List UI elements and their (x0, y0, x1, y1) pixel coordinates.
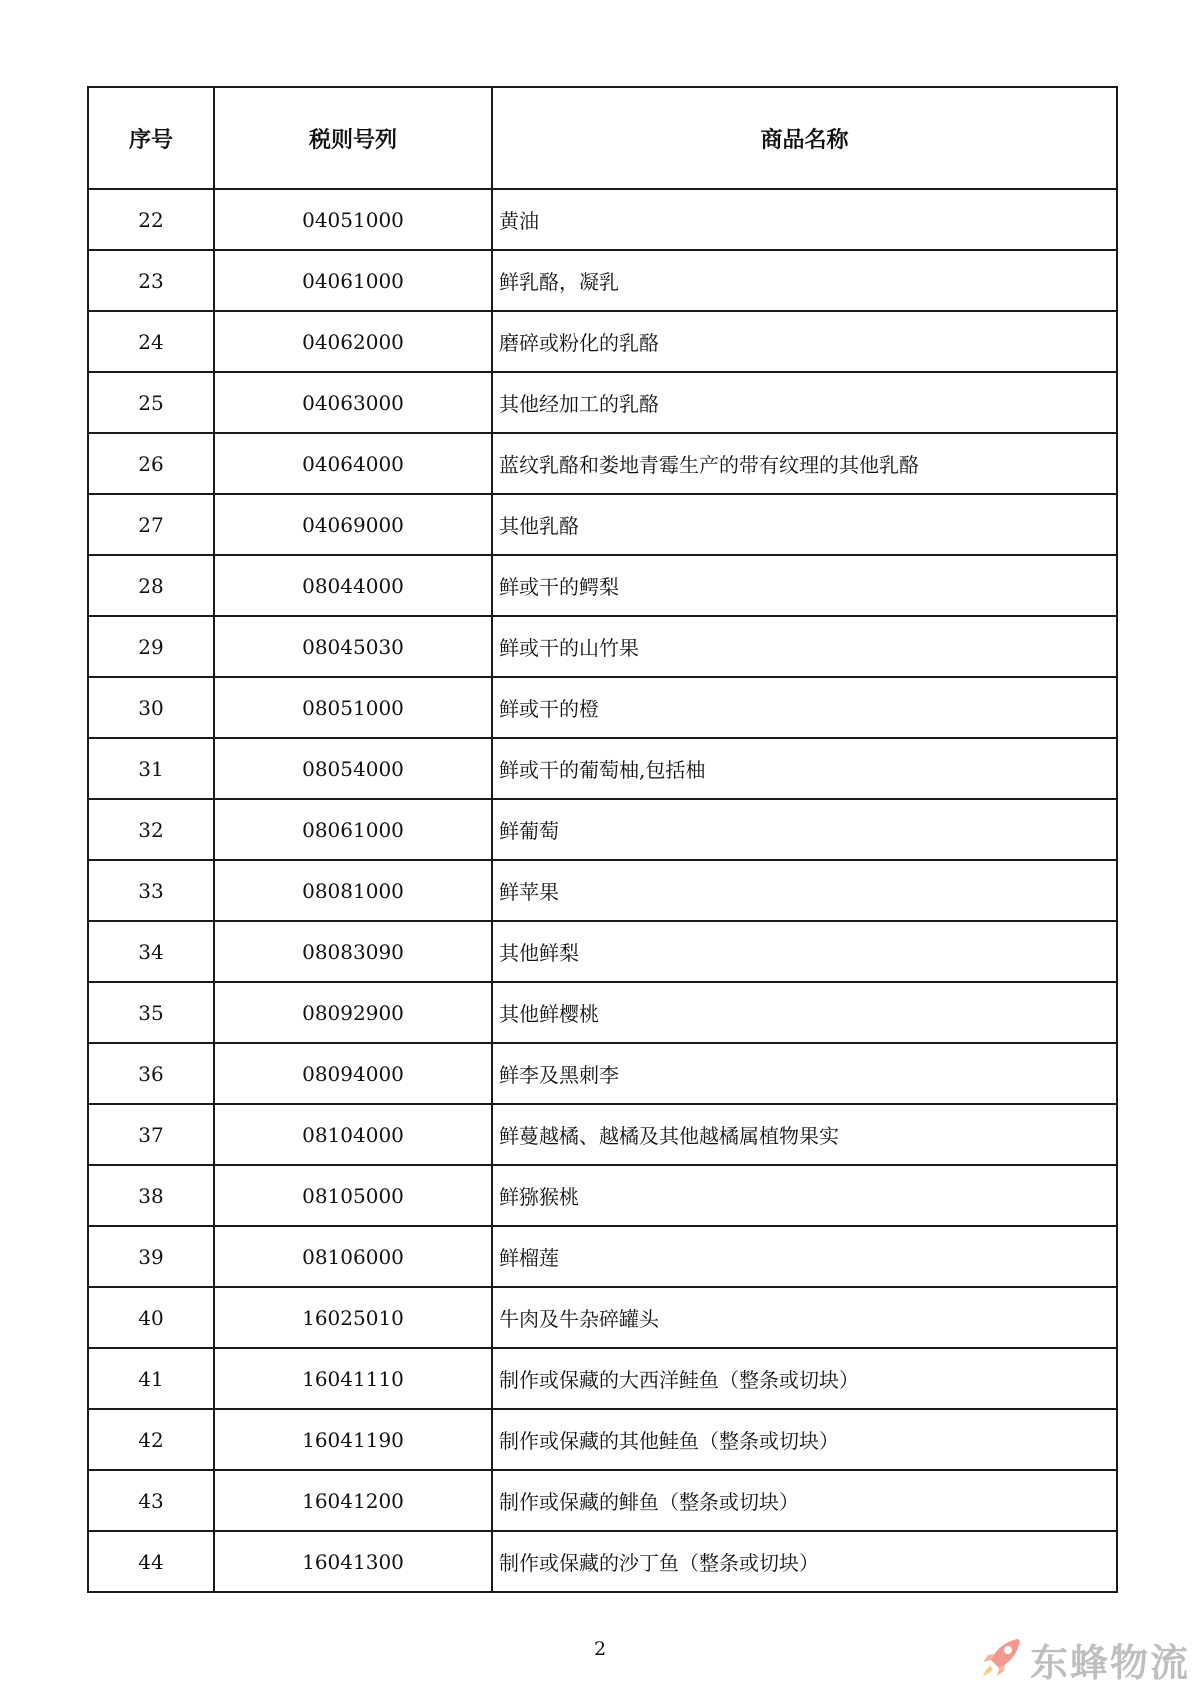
cell-tariff-code: 08105000 (214, 1165, 492, 1226)
cell-tariff-code: 08094000 (214, 1043, 492, 1104)
table-row (88, 1409, 1117, 1470)
cell-serial: 28 (88, 555, 214, 616)
cell-tariff-code: 08092900 (214, 982, 492, 1043)
cell-tariff-code: 08104000 (214, 1104, 492, 1165)
table-row (88, 372, 1117, 433)
cell-serial: 32 (88, 799, 214, 860)
cell-product-name: 鲜或干的葡萄柚,包括柚 (492, 738, 1117, 799)
watermark-logo (978, 1632, 1190, 1687)
cell-product-name: 牛肉及牛杂碎罐头 (492, 1287, 1117, 1348)
table-row (88, 860, 1117, 921)
cell-product-name: 鲜葡萄 (492, 799, 1117, 860)
cell-serial: 23 (88, 250, 214, 311)
cell-tariff-code: 16041200 (214, 1470, 492, 1531)
cell-product-name: 磨碎或粉化的乳酪 (492, 311, 1117, 372)
cell-serial: 24 (88, 311, 214, 372)
cell-serial: 42 (88, 1409, 214, 1470)
table-row (88, 616, 1117, 677)
cell-tariff-code: 16025010 (214, 1287, 492, 1348)
cell-tariff-code: 04061000 (214, 250, 492, 311)
cell-serial: 30 (88, 677, 214, 738)
table-row (88, 311, 1117, 372)
cell-tariff-code: 16041300 (214, 1531, 492, 1592)
cell-serial: 40 (88, 1287, 214, 1348)
cell-product-name: 制作或保藏的鲱鱼（整条或切块） (492, 1470, 1117, 1531)
table-row (88, 1104, 1117, 1165)
cell-serial: 41 (88, 1348, 214, 1409)
cell-tariff-code: 08081000 (214, 860, 492, 921)
cell-product-name: 鲜或干的山竹果 (492, 616, 1117, 677)
cell-product-name: 鲜榴莲 (492, 1226, 1117, 1287)
cell-serial: 37 (88, 1104, 214, 1165)
table-row (88, 1348, 1117, 1409)
table-row (88, 1287, 1117, 1348)
cell-tariff-code: 08054000 (214, 738, 492, 799)
cell-product-name: 其他乳酪 (492, 494, 1117, 555)
cell-serial: 39 (88, 1226, 214, 1287)
cell-serial: 43 (88, 1470, 214, 1531)
cell-tariff-code: 08051000 (214, 677, 492, 738)
page-number: 2 (593, 1638, 607, 1660)
table-row (88, 1531, 1117, 1592)
cell-serial: 22 (88, 189, 214, 250)
tariff-table (87, 86, 1118, 1593)
header-tariff-code: 税则号列 (214, 87, 492, 189)
cell-product-name: 蓝纹乳酪和娄地青霉生产的带有纹理的其他乳酪 (492, 433, 1117, 494)
table-row (88, 1043, 1117, 1104)
cell-product-name: 黄油 (492, 189, 1117, 250)
cell-tariff-code: 16041110 (214, 1348, 492, 1409)
cell-product-name: 鲜乳酪，凝乳 (492, 250, 1117, 311)
header-product-name: 商品名称 (492, 87, 1117, 189)
cell-product-name: 鲜或干的鳄梨 (492, 555, 1117, 616)
cell-serial: 33 (88, 860, 214, 921)
cell-product-name: 鲜猕猴桃 (492, 1165, 1117, 1226)
table-row (88, 799, 1117, 860)
cell-product-name: 制作或保藏的沙丁鱼（整条或切块） (492, 1531, 1117, 1592)
cell-tariff-code: 08061000 (214, 799, 492, 860)
cell-tariff-code: 04069000 (214, 494, 492, 555)
cell-product-name: 其他鲜樱桃 (492, 982, 1117, 1043)
header-serial: 序号 (88, 87, 214, 189)
table-row (88, 921, 1117, 982)
table-header-row (88, 87, 1117, 189)
rocket-icon (978, 1635, 1024, 1685)
cell-serial: 26 (88, 433, 214, 494)
table-row (88, 1470, 1117, 1531)
cell-serial: 35 (88, 982, 214, 1043)
cell-serial: 34 (88, 921, 214, 982)
table-row (88, 982, 1117, 1043)
cell-product-name: 制作或保藏的其他鲑鱼（整条或切块） (492, 1409, 1117, 1470)
cell-product-name: 鲜李及黑刺李 (492, 1043, 1117, 1104)
cell-serial: 25 (88, 372, 214, 433)
cell-serial: 44 (88, 1531, 214, 1592)
table-row (88, 1226, 1117, 1287)
table-row (88, 494, 1117, 555)
cell-tariff-code: 08083090 (214, 921, 492, 982)
table-row (88, 1165, 1117, 1226)
cell-tariff-code: 04062000 (214, 311, 492, 372)
cell-product-name: 鲜苹果 (492, 860, 1117, 921)
cell-tariff-code: 16041190 (214, 1409, 492, 1470)
cell-tariff-code: 04064000 (214, 433, 492, 494)
cell-product-name: 鲜蔓越橘、越橘及其他越橘属植物果实 (492, 1104, 1117, 1165)
cell-product-name: 制作或保藏的大西洋鲑鱼（整条或切块） (492, 1348, 1117, 1409)
cell-serial: 38 (88, 1165, 214, 1226)
cell-tariff-code: 04063000 (214, 372, 492, 433)
table-row (88, 189, 1117, 250)
cell-serial: 36 (88, 1043, 214, 1104)
table-row (88, 433, 1117, 494)
table-row (88, 677, 1117, 738)
cell-serial: 31 (88, 738, 214, 799)
cell-serial: 29 (88, 616, 214, 677)
cell-tariff-code: 08106000 (214, 1226, 492, 1287)
cell-serial: 27 (88, 494, 214, 555)
table-row (88, 738, 1117, 799)
cell-product-name: 其他经加工的乳酪 (492, 372, 1117, 433)
table-body (88, 189, 1117, 1592)
table-row (88, 555, 1117, 616)
cell-product-name: 其他鲜梨 (492, 921, 1117, 982)
cell-tariff-code: 08045030 (214, 616, 492, 677)
watermark-text: 东蜂物流 (1029, 1641, 1190, 1685)
table-row (88, 250, 1117, 311)
cell-product-name: 鲜或干的橙 (492, 677, 1117, 738)
cell-tariff-code: 08044000 (214, 555, 492, 616)
cell-tariff-code: 04051000 (214, 189, 492, 250)
